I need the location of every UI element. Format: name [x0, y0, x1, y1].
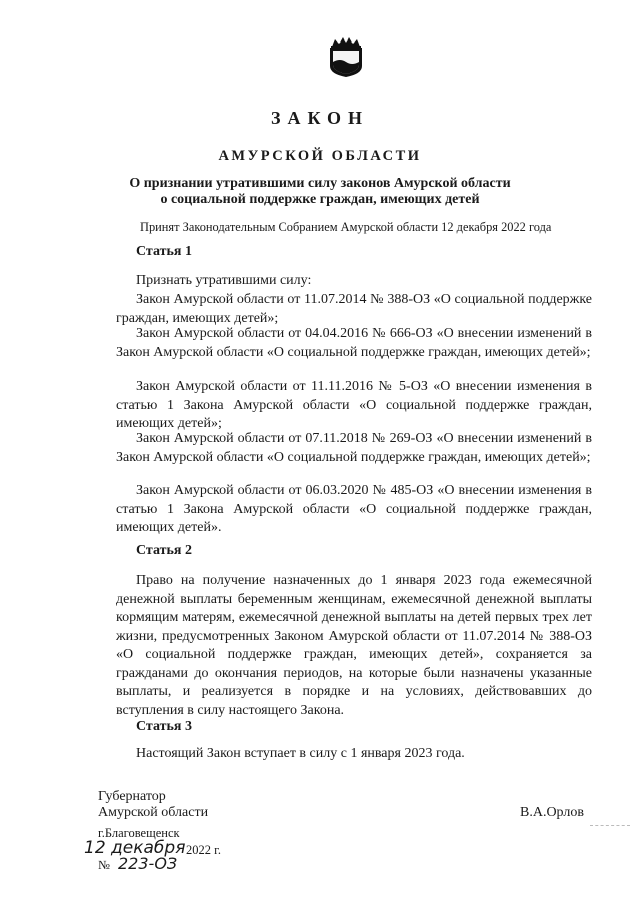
subtitle-line: о социальной поддержке граждан, имеющих детей [160, 192, 480, 207]
governor-title [98, 789, 208, 821]
article-3-heading: Статья 3 [136, 719, 192, 734]
number-prefix: № [98, 858, 110, 872]
position-line: Амурской области [98, 805, 209, 820]
subtitle-line: О признании утратившими силу законов Амурской области [129, 176, 511, 191]
article-1-heading: Статья 1 [136, 244, 192, 259]
year: 2022 г. [186, 843, 221, 857]
article-1-item: Закон Амурской области от 11.07.2014 № 388-ОЗ «О социальной поддержке граждан, имеющих детей»; [116, 292, 592, 326]
coat-of-arms-emblem [328, 34, 364, 78]
law-subtitle [70, 176, 570, 208]
position-line: Губернатор [98, 789, 166, 804]
city: г.Благовещенск [98, 826, 180, 840]
governor-name: В.А.Орлов [520, 805, 584, 820]
article-1-item: Закон Амурской области от 04.04.2016 № 666-ОЗ «О внесении изменений в Закон Амурской области «О социальной поддержке граждан, имеющих детей»; [116, 326, 592, 360]
article-1-item: Закон Амурской области от 11.11.2016 № 5-ОЗ «О внесении изменения в статью 1 Закона Амурской области «О социальной поддержке граждан, имеющих детей»; [116, 379, 592, 431]
article-2-text: Право на получение назначенных до 1 января 2023 года ежемесячной денежной выплаты беременным женщинам, ежемесячной денежной выплаты кормящим матерям, ежемесячной денежной выплаты на детей первых трех лет жизни, предусмотренных Законом Амурской области от 11.07.2014 № 388-ОЗ «О социальной поддержке граждан, имеющих детей», сохраняется за гражданами до окончания периодов, на которые были назначены указанные выплаты, и реализуется в порядке и на условиях, действовавших до вступления в силу настоящего Закона. [116, 573, 592, 718]
handwritten-number: 223-ОЗ [118, 854, 178, 873]
divider [590, 825, 630, 826]
article-1-item: Закон Амурской области от 07.11.2018 № 269-ОЗ «О внесении изменений в Закон Амурской области «О социальной поддержке граждан, имеющих детей»; [116, 431, 592, 465]
handwritten-date: 12 декабря [84, 838, 186, 858]
region-title: АМУРСКОЙ ОБЛАСТИ [218, 148, 422, 164]
article-1-intro: Признать утратившими силу: [136, 273, 312, 288]
article-2-heading: Статья 2 [136, 543, 192, 558]
adoption-note: Принят Законодательным Собранием Амурской области 12 декабря 2022 года [140, 220, 552, 234]
article-3-text: Настоящий Закон вступает в силу с 1 января 2023 года. [136, 746, 465, 761]
article-1-item: Закон Амурской области от 06.03.2020 № 485-ОЗ «О внесении изменения в статью 1 Закона Амурской области «О социальной поддержке граждан, имеющих детей». [116, 483, 592, 535]
document-title: ЗАКОН [270, 108, 370, 128]
